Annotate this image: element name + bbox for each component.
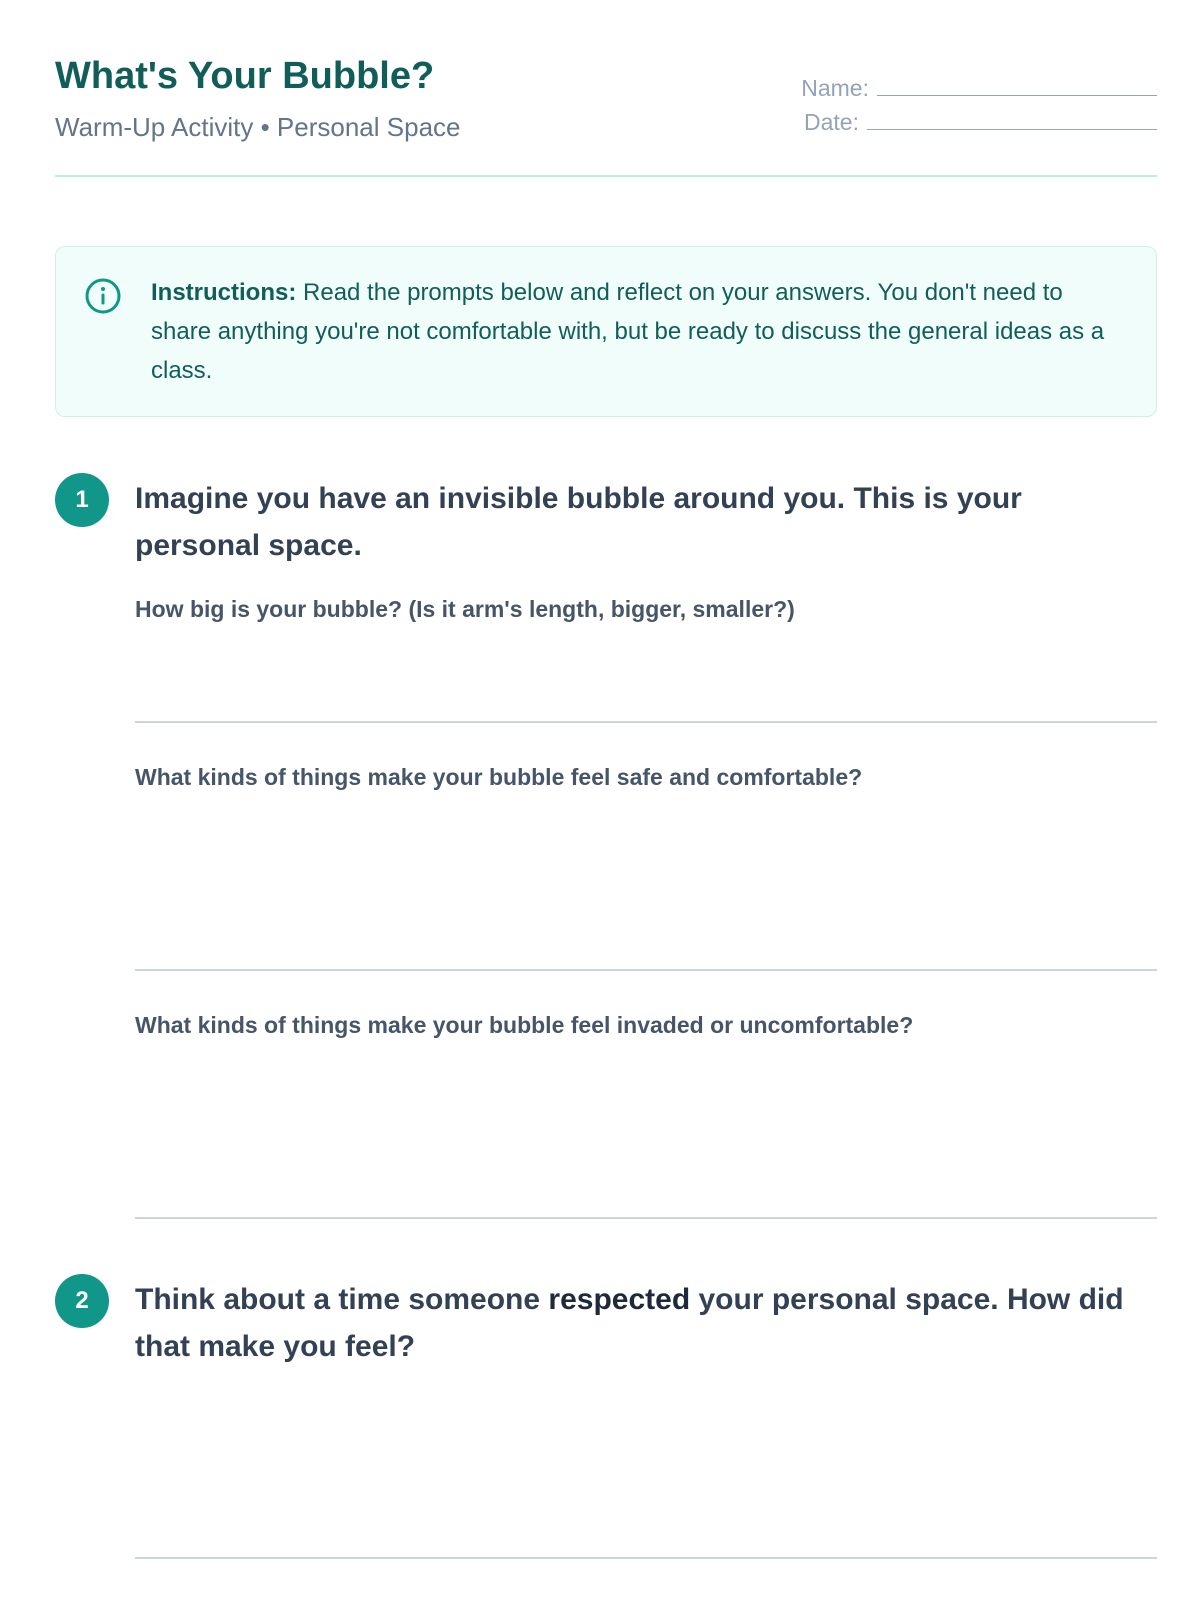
name-line[interactable] (877, 95, 1157, 96)
name-label: Name: (801, 75, 869, 101)
question-title (135, 1276, 1135, 1370)
instructions-callout (55, 246, 1157, 417)
page-title: What's Your Bubble? (55, 55, 435, 97)
date-line[interactable] (867, 129, 1157, 130)
name-date-block (797, 68, 1157, 136)
question-number-badge: 2 (55, 1274, 109, 1328)
question-title: Imagine you have an invisible bubble around you. This is your personal space. (135, 482, 1022, 562)
date-field[interactable] (797, 102, 1157, 136)
instructions-body: Read the prompts below and reflect on your answers. You don't need to share anything you're not comfortable with, but be ready to discuss the general ideas as a class. (151, 279, 1105, 384)
answer-line[interactable] (135, 1557, 1157, 1559)
question-prompt: What kinds of things make your bubble feel invaded or uncomfortable? (135, 1012, 914, 1038)
header-divider (55, 175, 1157, 177)
question-title-part: Think about a time someone (135, 1283, 549, 1316)
answer-line[interactable] (135, 969, 1157, 971)
question-number-badge: 1 (55, 473, 109, 527)
answer-line[interactable] (135, 1217, 1157, 1219)
question-prompt: What kinds of things make your bubble feel safe and comfortable? (135, 764, 863, 790)
question-title-part: your personal space. How did that make you feel? (135, 1283, 1124, 1363)
name-field[interactable] (797, 68, 1157, 102)
answer-line[interactable] (135, 721, 1157, 723)
worksheet-header (55, 56, 1157, 143)
page-subtitle: Warm-Up Activity • Personal Space (55, 111, 461, 142)
instructions-lead: Instructions: (151, 279, 297, 306)
instructions-text (151, 273, 1126, 390)
question-title-emphasis: respected (548, 1283, 691, 1316)
date-label: Date: (804, 109, 859, 135)
question-prompt: How big is your bubble? (Is it arm's length, bigger, smaller?) (135, 596, 795, 622)
info-icon (84, 277, 122, 315)
